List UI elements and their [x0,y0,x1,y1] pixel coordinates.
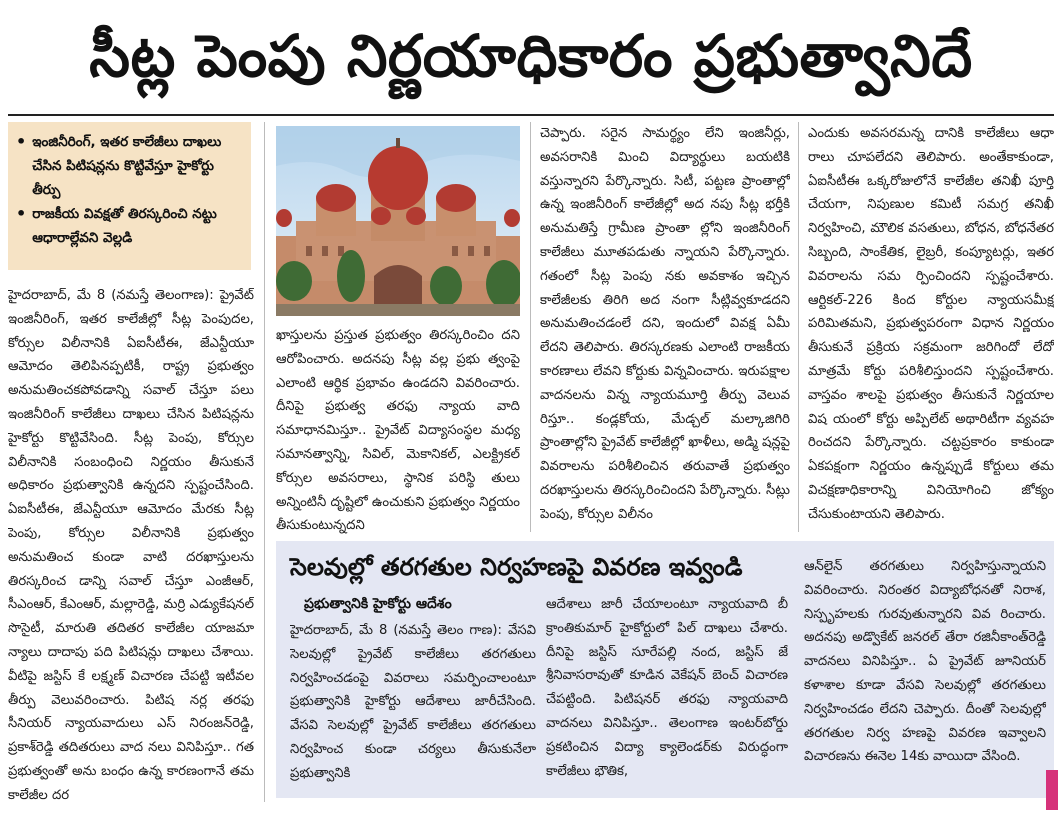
highlight-item [16,202,243,250]
article-text: ఆదేశాలు జారీ చేయాలంటూ న్యాయవాది బీ క్రాంతికుమార్ హైకోర్టులో పిల్ దాఖలు చేశారు. దీనిపై జస్టిస్ సూరేపల్లి నంద, జస్టిస్ జే శ్రీనివాసరావుతో కూడిన వెకేషన్ బెంచ్ విచారణ చేపట్టింది. పిటిషనర్ తరఫు న్యాయవాది వాదనలు వినిపిస్తూ.. తెలంగాణ ఇంటర్‌బోర్డు ప్రకటించిన విద్యా క్యాలెండర్‌కు విరుద్ధంగా కాలేజీలు భౌతిక, [546,597,788,779]
article-text: హైదరాబాద్, మే 8 (నమస్తే తెలం గాణ): వేసవి సెలవుల్లో ప్రైవేట్ కాలేజీలు తరగతులు నిర్వహించడంపై వివరాలు సమర్పించాలంటూ ప్రభుత్వానికి హైకోర్టు ఆదేశాలు జారీచేసింది. వేసవి సెలవుల్లో ప్రైవేట్ కాలేజీలు తరగతులు నిర్వహించ కుండా చర్యలు తీసుకునేలా ప్రభుత్వానికి [290,623,536,781]
sub-story-headline: సెలవుల్లో తరగతుల నిర్వహణపై వివరణ ఇవ్వండి [290,553,743,581]
article-column-3 [540,122,790,534]
article-text: ఆన్‌లైన్ తరగతులు నిర్వహిస్తున్నాయని వివరించారు. నిరంతర విద్యాబోధనతో నిరాశ, నిస్పృహలకు గురవుతున్నారని వివ రించారు. అదనపు అడ్వొకేట్ జనరల్ తేరా రజినీకాంత్‌రెడ్డి వాదనలు వినిపిస్తూ.. ఏ ప్రైవేట్ జూనియర్ కళాశాల కూడా వేసవి సెలవుల్లో తరగతులు నిర్వహించడం లేదని చెప్పారు. దీంతో సెలవుల్లో తరగతుల నిర్వ హణపై వివరణ ఇవ్వాలని విచారణను ఈనెల 14కు వాయిదా వేసింది. [804,559,1046,765]
sub-story-kicker: ప్రభుత్వానికి హైకోర్టు ఆదేశం [304,596,452,612]
bullet-icon: • [16,132,27,151]
column-divider [798,122,799,532]
high-court-building-image [276,126,520,316]
sub-story-box [276,541,1054,798]
article-column-4 [808,122,1054,534]
accent-bar [1046,770,1058,810]
article-column-1 [8,284,254,809]
column-divider [264,122,265,802]
sub-story-column-2 [546,593,788,793]
highlight-item [16,130,243,202]
highlight-text: ఇంజినీరింగ్, ఇతర కాలేజీలు దాఖలు చేసిన పిటిషన్లను కొట్టివేస్తూ హైకోర్టు తీర్పు [32,134,222,198]
high-court-photo [276,126,520,316]
article-text: చెప్పారు. సరైన సామర్థ్యం లేని ఇంజినీర్లు, అవసరానికి మించి విద్యార్థులు బయటికి వస్తున్నారని పేర్కొన్నారు. సిటీ, పట్టణ ప్రాంతాల్లో ఉన్న ఇంజినీరింగ్ కాలేజీల్లో అద నపు సీట్ల భర్తీకి అనుమతిస్తే గ్రామీణ ప్రాంతా ల్లోని ఇంజినీరింగ్ కాలేజీలు మూతపడుతు న్నాయని పేర్కొన్నారు. గతంలో సీట్ల పెంపు నకు అవకాశం ఇచ్చిన కాలేజీలకు తిరిగి అద నంగా సీట్లివ్వకూడదని అనుమతించడంలే దని, ఇందులో వివక్ష ఏమీ లేదని తెలిపారు. తిరస్కరణకు ఎలాంటి రాజకీయ కారణాలు లేవని కోర్టుకు విన్నవించారు. ఇరుపక్షాల వాదనలను విన్న న్యాయమూర్తి తీర్పు వెలువ రిస్తూ.. కండ్లకోయ, మేడ్చల్ మల్కాజిగిరి ప్రాంతాల్లోని ప్రైవేట్ కాలేజీల్లో ఖాళీలు, అడ్మి షన్లపై వివరాలను పరిశీలించిన తరువాతే ప్రభుత్వం దరఖాస్తులను తిరస్కరించిందని పేర్కొన్నారు. సీట్లు పెంపు, కోర్సుల విలీనం [540,126,790,522]
article-column-2 [276,324,520,534]
headline: సీట్ల పెంపు నిర్ణయాధికారం ప్రభుత్వానిదే [89,22,973,90]
sub-story-column-3 [804,555,1046,793]
highlight-text: రాజకీయ వివక్షతో తిరస్కరించి నట్టు ఆధారాల్లేవని వెల్లడి [32,206,217,246]
sub-story-column-1 [290,619,536,795]
highlight-box [8,122,251,270]
article-text: ఎందుకు అవసరమన్న దానికి కాలేజీలు ఆధా రాలు చూపలేదని తెలిపారు. అంతేకాకుండా, ఏఐసీటీఈ ఒక్కరోజులోనే కాలేజీల తనిఖీ పూర్తి చేయగా, నిపుణుల కమిటీ సమగ్ర తనిఖీ నిర్వహించి, మౌలిక వసతులు, బోధన, బోధనేతర సిబ్బంది, సాంకేతిక, లైబ్రరీ, కంప్యూటర్లు, ఇతర వివరాలను సమ ర్పించిందని స్పష్టంచేశారు. ఆర్టికల్-226 కింద కోర్టుల న్యాయసమీక్ష పరిమితమని, ప్రభుత్వపరంగా విధాన నిర్ణయం తీసుకునే ప్రక్రియ సక్రమంగా జరిగిందో లేదో మాత్రమే కోర్టు పరిశీలిస్తుందని స్పష్టంచేశారు. వాస్తవం శాలపై ప్రభుత్వం తీసుకునే నిర్ణయాల విష యంలో కోర్టు అప్పిలేట్ అథారిటీగా వ్యవహ రించదని పేర్కొన్నారు. చట్టప్రకారం కాకుండా ఏకపక్షంగా నిర్ణయం ఉన్నప్పుడే కోర్టులు తమ విచక్షణాధికారాన్ని వినియోగించి జోక్యం చేసుకుంటాయని తెలిపారు. [808,126,1054,522]
article-text: ఖాస్తులను ప్రస్తుత ప్రభుత్వం తిరస్కరించిం దని ఆరోపించారు. అదనపు సీట్ల వల్ల ప్రభు త్వంపై ఎలాంటి ఆర్థిక ప్రభావం ఉండదని వివరించారు. దీనిపై ప్రభుత్వ తరఫు న్యాయ వాది సమాధానమిస్తూ.. ప్రైవేట్ విద్యాసంస్థల మధ్య సమానత్వాన్ని, సివిల్, మెకానికల్, ఎలక్ట్రికల్ కోర్సుల అవసరాలు, స్థానిక పరిస్థి తులు అన్నింటినీ దృష్టిలో ఉంచుకుని ప్రభుత్వం నిర్ణయం తీసుకుంటున్నదని [276,328,520,534]
bullet-icon: • [16,204,27,223]
article-text: హైదరాబాద్, మే 8 (నమస్తే తెలంగాణ): ప్రైవేట్ ఇంజినీరింగ్, ఇతర కాలేజీల్లో సీట్ల పెంపుదల, కోర్సుల విలీనానికి ఏఐసీటీఈ, జేఎన్టీయూ ఆమోదం తెలిపినప్పటికీ, రాష్ట్ర ప్రభుత్వం అనుమతించకపోవడాన్ని సవాల్ చేస్తూ పలు ఇంజినీరింగ్ కాలేజీలు దాఖలు చేసిన పిటిషన్లను హైకోర్టు కొట్టివేసింది. సీట్ల పెంపు, కోర్సుల విలీనానికి సంబంధించి నిర్ణయం తీసుకునే అధికారం ప్రభుత్వానికి ఉన్నదని స్పష్టంచేసింది. ఏఐసీటీఈ, జేఎన్టీయూ ఆమోదం మేరకు సీట్ల పెంపు, కోర్సుల విలీనానికి ప్రభుత్వం అనుమతించ కుండా వాటి దరఖాస్తులను తిరస్కరించ డాన్ని సవాల్ చేస్తూ ఎంజీఆర్, సీఎంఆర్, కేఎంఆర్, మల్లారెడ్డి, మర్రి ఎడ్యుకేషనల్ సొసైటీ, మారుతి తదితర కాలేజీల యాజమా న్యాలు దాదాపు పది పిటిషన్లు దాఖలు చేశాయి. వీటిపై జస్టిస్ కే లక్ష్మణ్ విచారణ చేపట్టి ఇటీవల తీర్పు వెలువరించారు. పిటిష నర్ల తరఫు సీనియర్ న్యాయవాదులు ఎస్ నిరంజన్‌రెడ్డి, ప్రకాశ్‌రెడ్డి తదితరులు వాద నలు వినిపిస్తూ.. గత ప్రభుత్వంతో అను బంధం ఉన్న కారణంగానే తమ కాలేజీల దర [8,288,254,803]
headline-rule [8,114,1054,116]
column-divider [530,122,531,532]
